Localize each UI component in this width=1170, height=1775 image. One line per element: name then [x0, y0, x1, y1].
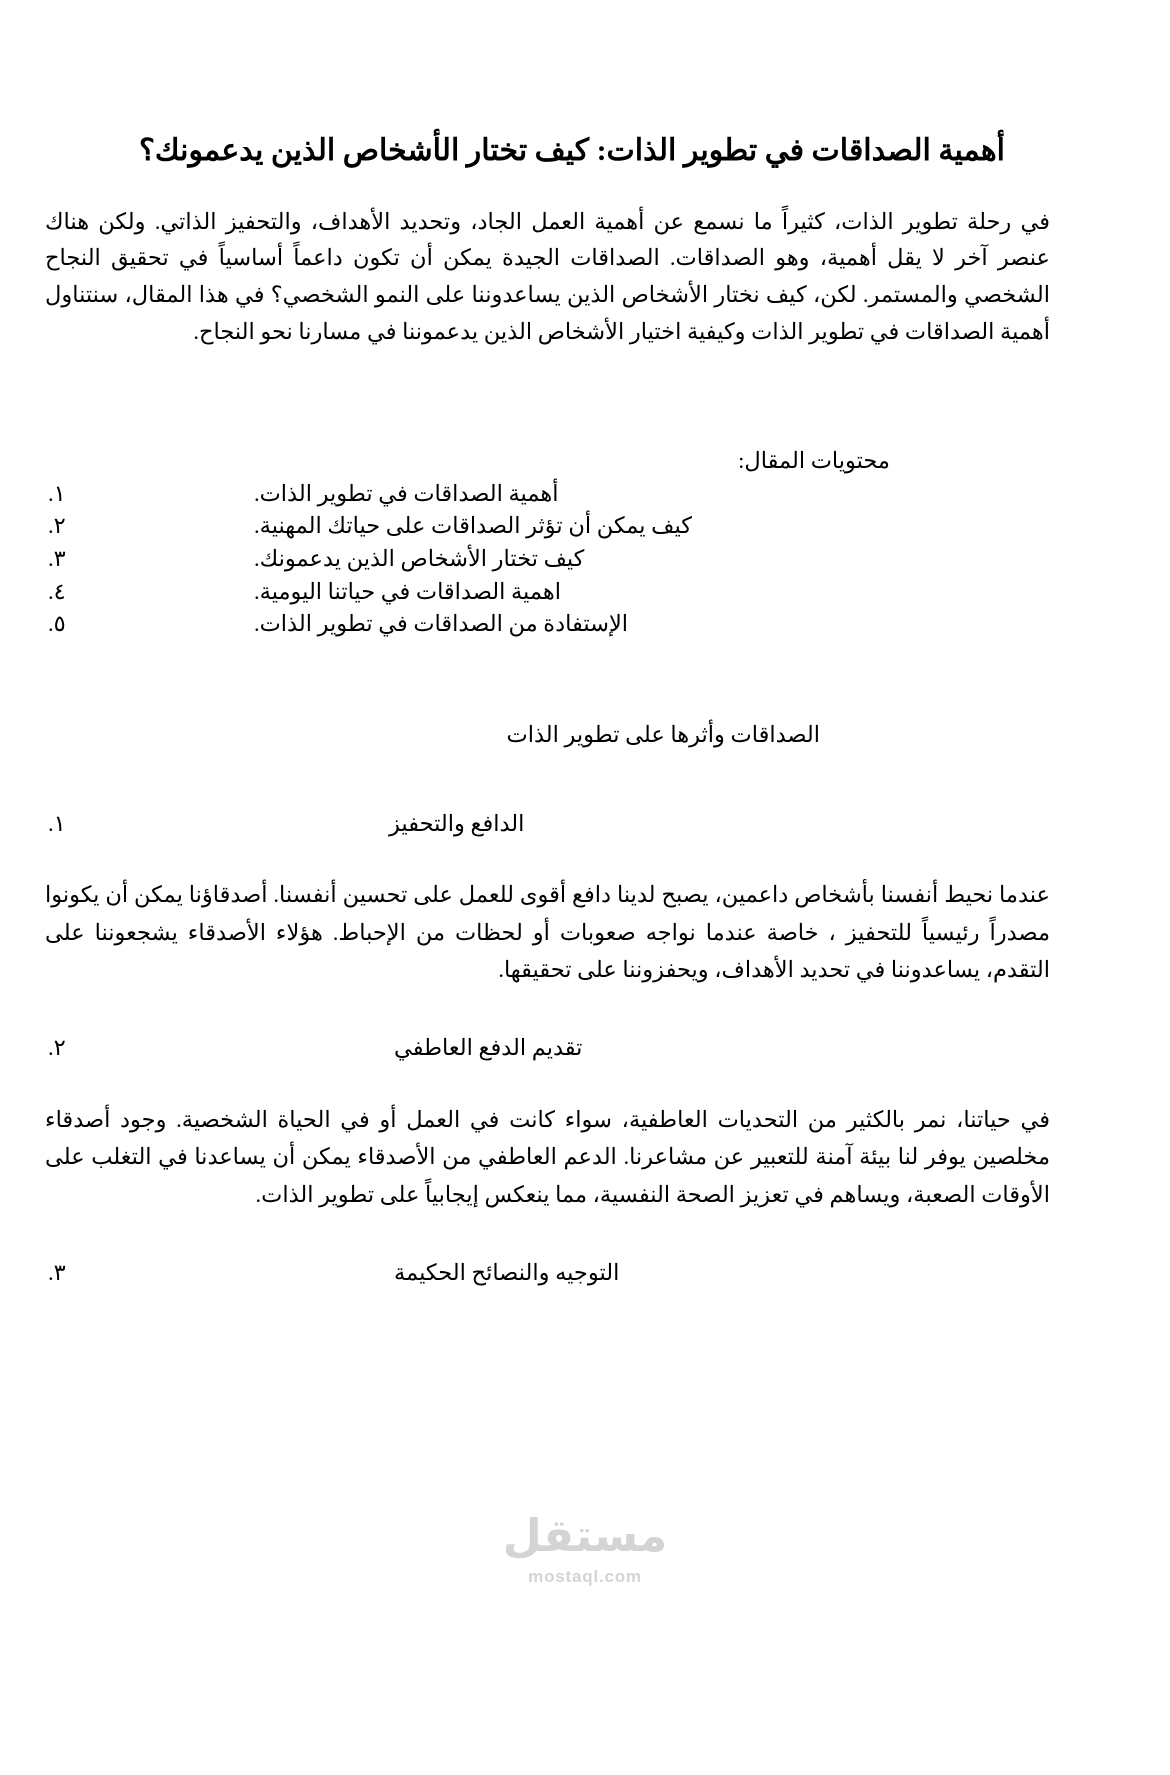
subsection-heading-label: التوجيه والنصائح الحكيمة — [394, 1259, 620, 1285]
toc-item-label: أهمية الصداقات في تطوير الذات. — [254, 480, 559, 506]
intro-paragraph: في رحلة تطوير الذات، كثيراً ما نسمع عن أهمية العمل الجاد، وتحديد الأهداف، والتحفيز الذاتي. ولكن هناك عنصر آخر لا يقل أهمية، وهو الصداقات. الصداقات الجيدة يمكن أن تكون داعماً أساسياً في تحقيق النجاح الشخصي والمستمر. لكن، كيف نختار الأشخاص الذين يساعدوننا على النمو الشخصي؟ في هذا المقال، سنتناول أهمية الصداقات في تطوير الذات وكيفية اختيار الأشخاص الذين يدعموننا في مسارنا نحو النجاح. — [45, 208, 1050, 345]
section-heading: الصداقات وأثرها على تطوير الذات — [506, 721, 820, 747]
document-content — [40, 0, 1050, 1289]
page-title-line-1: أهمية الصداقات في تطوير الذات: كيف تختار الأشخاص الذين — [270, 134, 1005, 167]
toc-item-label: اهمية الصداقات في حياتنا اليومية. — [254, 578, 561, 604]
subsection-heading-2 — [40, 988, 1050, 1065]
list-item — [40, 510, 1050, 543]
toc-item-number: ١. — [48, 480, 66, 506]
toc-item-number: ٥. — [48, 611, 66, 637]
subsection-heading-label: تقديم الدفع العاطفي — [394, 1035, 583, 1061]
table-of-contents — [40, 351, 1050, 641]
watermark-url: mostaql.com — [528, 1567, 642, 1586]
page-title — [40, 0, 1050, 174]
subsection-heading-3 — [40, 1213, 1050, 1290]
toc-item-label: الإستفادة من الصداقات في تطوير الذات. — [254, 611, 629, 637]
list-item — [40, 576, 1050, 609]
toc-item-number: ٤. — [48, 578, 66, 604]
page-title-line-2: يدعمونك؟ — [138, 134, 264, 167]
toc-item-label: كيف يمكن أن تؤثر الصداقات على حياتك المهنية. — [254, 513, 692, 539]
list-item — [40, 608, 1050, 641]
toc-heading: محتويات المقال: — [738, 448, 890, 474]
toc-list — [40, 478, 1050, 641]
subsection-heading-label: الدافع والتحفيز — [389, 810, 525, 836]
subsection-number: ١. — [48, 810, 66, 836]
subsection-paragraph-2: في حياتنا، نمر بالكثير من التحديات العاطفية، سواء كانت في العمل أو في الحياة الشخصية. وجود أصدقاء مخلصين يوفر لنا بيئة آمنة للتعبير عن مشاعرنا. الدعم العاطفي من الأصدقاء يمكن أن يساعدنا في التغلب على الأوقات الصعبة، ويساهم في تعزيز الصحة النفسية، مما ينعكس إيجابياً على تطوير الذات. — [45, 1106, 1050, 1207]
subsection-number: ٢. — [48, 1035, 66, 1061]
toc-item-label: كيف تختار الأشخاص الذين يدعمونك. — [254, 546, 585, 572]
watermark-brand: مستقل — [502, 1510, 668, 1561]
toc-item-number: ٣. — [48, 546, 66, 572]
subsection-paragraph-1: عندما نحيط أنفسنا بأشخاص داعمين، يصبح لدينا دافع أقوى للعمل على تحسين أنفسنا. أصدقاؤنا يمكن أن يكونوا مصدراً رئيسياً للتحفيز ، خاصة عندما نواجه صعوبات أو لحظات من الإحباط. هؤلاء الأصدقاء يشجعوننا على التقدم، يساعدوننا في تحديد الأهداف، ويحفزوننا على تحقيقها. — [45, 882, 1050, 982]
list-item — [40, 478, 1050, 511]
subsection-heading-1 — [40, 752, 1050, 841]
toc-item-number: ٢. — [48, 513, 66, 539]
subsection-number: ٣. — [48, 1259, 66, 1285]
list-item — [40, 543, 1050, 576]
watermark — [0, 1510, 1170, 1587]
